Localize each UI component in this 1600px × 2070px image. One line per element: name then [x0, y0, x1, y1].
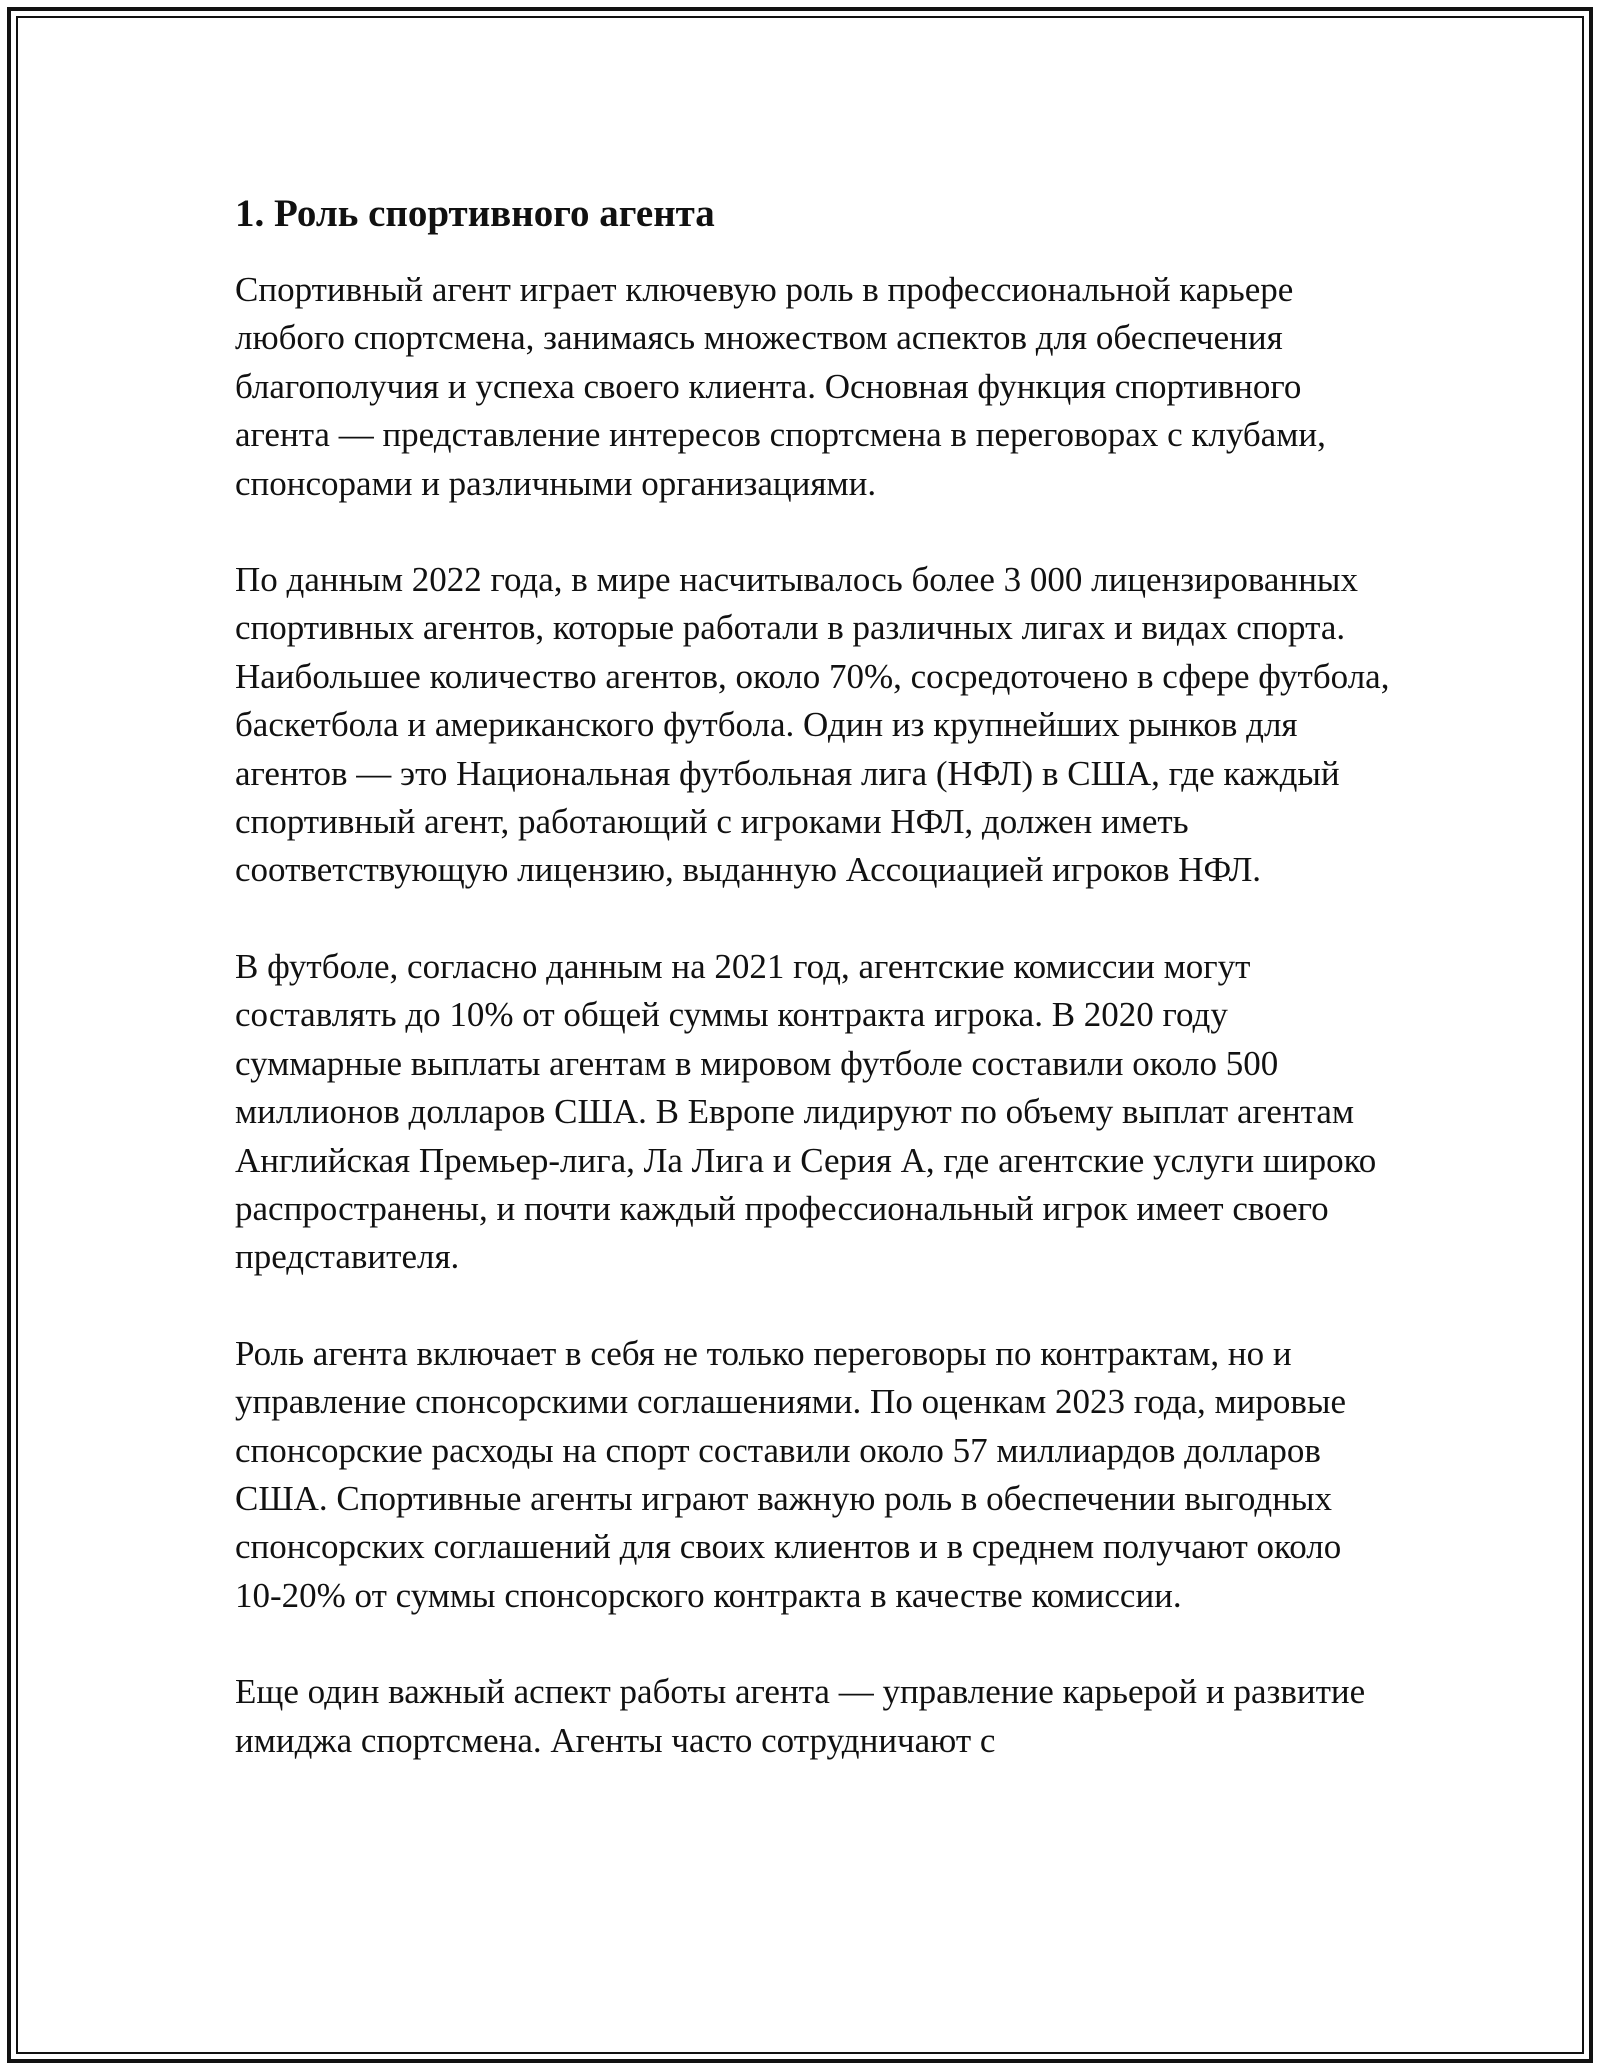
document-body [235, 188, 1395, 1813]
paragraph-agent-statistics: По данным 2022 года, в мире насчитывалось более 3 000 лицензированных спортивных агентов, которые работали в различных лигах и видах спорта. Наибольшее количество агентов, около 70%, сосредоточено в сфере футбола, баскетбола и американского футбола. Один из крупнейших рынков для агентов — это Национальная футбольная лига (НФЛ) в США, где каждый спортивный агент, работающий с игроками НФЛ, должен иметь соответствующую лицензию, выданную Ассоциацией игроков НФЛ. [235, 560, 1390, 890]
paragraph-football-commissions: В футболе, согласно данным на 2021 год, агентские комиссии могут составлять до 10% от общей суммы контракта игрока. В 2020 году суммарные выплаты агентам в мировом футболе составили около 500 миллионов долларов США. В Европе лидируют по объему выплат агентам Английская Премьер-лига, Ла Лига и Серия А, где агентские услуги широко распространены, и почти каждый профессиональный игрок имеет своего представителя. [235, 946, 1377, 1277]
paragraph-sponsorship: Роль агента включает в себя не только переговоры по контрактам, но и управление спонсорскими соглашениями. По оценкам 2023 года, мировые спонсорские расходы на спорт составили около 57 миллиардов долларов США. Спортивные агенты играют важную роль в обеспечении выгодных спонсорских соглашений для своих клиентов и в среднем получают около 10-20% от суммы спонсорского контракта в качестве комиссии. [235, 1333, 1346, 1615]
section-heading: 1. Роль спортивного агента [235, 192, 715, 235]
paragraph-career-management: Еще один важный аспект работы агента — управление карьерой и развитие имиджа спортсмена. Агенты часто сотрудничают с [235, 1672, 1366, 1760]
paragraph-agent-role: Спортивный агент играет ключевую роль в профессиональной карьере любого спортсмена, занимаясь множеством аспектов для обеспечения благополучия и успеха своего клиента. Основная функция спортивного агента — представление интересов спортсмена в переговорах с клубами, спонсорами и различными организациями. [235, 270, 1326, 503]
